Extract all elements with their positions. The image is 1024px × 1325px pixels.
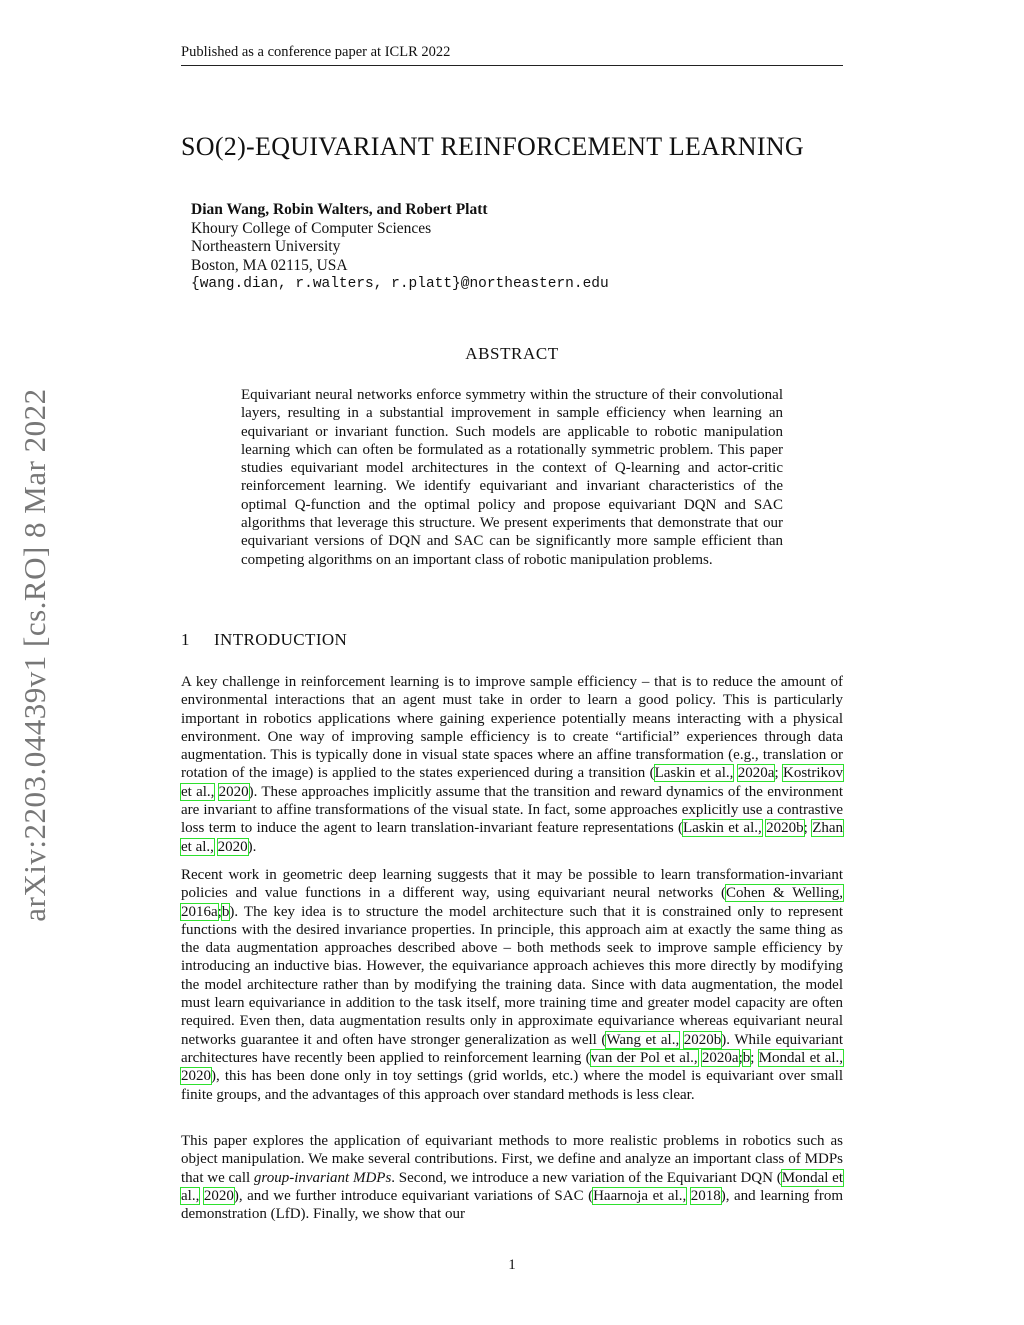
citation-link[interactable]: Mondal et al., bbox=[181, 1169, 843, 1204]
text-run: ). The key idea is to structure the model architecture such that it is constrained only to represent functions with the desired invariance properties. In principle, this approach aim at exactly the same thing as the data augmentation approaches described above – both methods seek to improve sample efficiency by introducing an inductive bias. However, the equivariance approach achieves this more directly by modifying the model architecture rather than by modifying the training data. Since with data augmentation, the model must learn equivariance in addition to the task itself, more training time and greater model capacity are often required. Even then, data augmentation results only in approximate equivariance whereas equivariant neural networks guarantee it and often have stronger generalization as well ( bbox=[181, 903, 843, 1048]
citation-link[interactable]: Laskin et al., bbox=[683, 820, 762, 837]
author-block bbox=[191, 201, 609, 294]
section-number: 1 bbox=[181, 630, 190, 649]
citation-link[interactable]: 2016a bbox=[181, 903, 218, 920]
intro-paragraph-1: A key challenge in reinforcement learning is to improve sample efficiency – that is to reduce the amount of environmental interactions that an agent must take in order to learn a good policy. This is particularly important in robotics applications where gaining experience potentially means interacting with a physical environment. One way of improving sample efficiency is to create “artificial” experiences through data augmentation. This is typically done in visual state spaces where an affine transformation (e.g., translation or rotation of the image) is applied to the states experienced during a transition (Laskin et al., 2020a; Kostrikov et al., 2020). These approaches implicitly assume that the transition and reward dynamics of the environment are invariant to affine transformations of the visual state. In fact, some approaches explicitly use a contrastive loss term to induce the agent to learn translation-invariant feature representations (Laskin et al., 2020b; Zhan et al., 2020). bbox=[181, 674, 844, 855]
text-run: . Second, we introduce a new variation of the Equivariant DQN ( bbox=[391, 1169, 782, 1186]
author-emails: {wang.dian, r.walters, r.platt}@northeastern.edu bbox=[191, 276, 609, 292]
paper-title: SO(2)-EQUIVARIANT REINFORCEMENT LEARNING bbox=[181, 132, 804, 161]
section-title: INTRODUCTION bbox=[214, 630, 348, 649]
citation-link[interactable]: Mondal et al., bbox=[758, 1049, 843, 1066]
citation-link[interactable]: 2020a bbox=[737, 765, 775, 782]
citation-link[interactable]: 2020 bbox=[181, 1068, 211, 1085]
citation-link[interactable]: 2020 bbox=[203, 1187, 234, 1204]
citation-link[interactable]: 2020a bbox=[701, 1049, 739, 1066]
text-run: A key challenge in reinforcement learning is to improve sample efficiency – that is to reduce the amount of environmental interactions that an agent must take in order to learn a good policy. This is particularly important in robotics applications where gaining experience potentially means interacting with a physical environment. One way of improving sample efficiency is to create “artificial” experiences through data augmentation. This is typically done in visual state spaces where an affine transformation (e.g., translation or rotation of the image) is applied to the states experienced during a transition ( bbox=[181, 674, 843, 782]
header-rule bbox=[181, 65, 843, 66]
affiliation-college: Khoury College of Computer Sciences bbox=[191, 219, 432, 237]
citation-link[interactable]: Laskin et al., bbox=[654, 765, 734, 782]
text-run: ), this has been done only in toy settings (grid worlds, etc.) where the model is equivariant over small finite groups, and the advantages of this approach over standard methods is less clear. bbox=[181, 1068, 843, 1103]
citation-link[interactable]: van der Pol et al., bbox=[590, 1049, 698, 1066]
arxiv-sidebar bbox=[10, 355, 60, 955]
text-run: ). bbox=[247, 838, 257, 855]
citation-link[interactable]: 2020 bbox=[218, 783, 249, 800]
page-number: 1 bbox=[508, 1257, 516, 1273]
citation-link[interactable]: Wang et al., bbox=[606, 1031, 680, 1048]
author-names: Dian Wang, Robin Walters, and Robert Platt bbox=[191, 201, 488, 218]
running-header: Published as a conference paper at ICLR 2022 bbox=[181, 44, 451, 60]
abstract-heading: ABSTRACT bbox=[465, 344, 559, 363]
text-run: ). These approaches implicitly assume that the transition and reward dynamics of the environment are invariant to affine transformations of the visual state. In fact, some approaches explicitly use a contrastive loss term to induce the agent to learn translation-invariant feature representations ( bbox=[181, 783, 844, 837]
text-run: ), and we further introduce equivariant variations of SAC ( bbox=[233, 1187, 594, 1204]
emphasis-term: group-invariant MDPs bbox=[253, 1169, 392, 1186]
citation-link[interactable]: Zhan et al., bbox=[181, 820, 844, 855]
citation-link[interactable]: Cohen & Welling, bbox=[725, 885, 843, 902]
abstract-text: Equivariant neural networks enforce symmetry within the structure of their convolutional layers, resulting in a substantial improvement in sample efficiency when learning an equivariant or invariant function. Such models are applicable to robotic manipulation learning which can often be formulated as a rotationally symmetric problem. This paper studies equivariant model architectures in the context of Q-learning and actor-critic reinforcement learning. We identify equivariant and invariant characteristics of the optimal Q-function and the optimal policy and propose equivariant DQN and SAC algorithms that leverage this structure. We present experiments that demonstrate that our equivariant versions of DQN and SAC can be significantly more sample efficient than competing algorithms on an important class of robotic manipulation problems. bbox=[241, 387, 783, 568]
citation-link[interactable]: b bbox=[742, 1049, 751, 1066]
citation-link[interactable]: 2020 bbox=[217, 838, 248, 855]
text-run: ). While equivariant architectures have recently been applied to reinforcement learning ( bbox=[181, 1031, 843, 1066]
citation-link[interactable]: Kostrikov et al., bbox=[181, 765, 843, 800]
text-run: ), and learning from demonstration (LfD). Finally, we show that our bbox=[181, 1187, 844, 1223]
citation-link[interactable]: b bbox=[221, 903, 230, 920]
citation-link[interactable]: 2018 bbox=[690, 1187, 721, 1204]
affiliation-university: Northeastern University bbox=[191, 238, 341, 255]
intro-paragraph-3 bbox=[181, 1132, 843, 1223]
arxiv-stamp: arXiv:2203.04439v1 [cs.RO] 8 Mar 2022 bbox=[17, 388, 52, 922]
text-run: This paper explores the application of equivariant methods to more realistic problems in robotics such as object manipulation. We make several contributions. First, we define and analyze an important class of MDPs that we call bbox=[181, 1133, 843, 1186]
citation-link[interactable]: 2020b bbox=[766, 820, 804, 837]
citation-link[interactable]: Haarnoja et al., bbox=[593, 1187, 687, 1204]
citation-link[interactable]: 2020b bbox=[683, 1031, 722, 1048]
affiliation-address: Boston, MA 02115, USA bbox=[191, 256, 348, 274]
text-run: Recent work in geometric deep learning suggests that it may be possible to learn transformation-invariant policies and value functions in a different way, using equivariant neural networks ( bbox=[181, 867, 843, 902]
intro-paragraph-2: Recent work in geometric deep learning suggests that it may be possible to learn transformation-invariant policies and value functions in a different way, using equivariant neural networks (Cohen & Welling, 2016a;b). The key idea is to structure the model architecture such that it is constrained only to represent functions with the desired invariance properties. In principle, this approach aim at exactly the same thing as the data augmentation approaches described above – both methods seek to improve sample efficiency by introducing an inductive bias. However, the equivariance approach achieves this more directly by modifying the model architecture rather than by modifying the training data. Since with data augmentation, the model must learn equivariance in addition to the task itself, more training time and greater model capacity are often required. Even then, data augmentation results only in approximate equivariance whereas equivariant neural networks guarantee it and often have stronger generalization as well (Wang et al., 2020b). While equivariant architectures have recently been applied to reinforcement learning (van der Pol et al., 2020a;b; Mondal et al., 2020), this has been done only in toy settings (grid worlds, etc.) where the model is equivariant over small finite groups, and the advantages of this approach over standard methods is less clear. bbox=[181, 867, 843, 1103]
section-heading-introduction bbox=[181, 630, 347, 650]
